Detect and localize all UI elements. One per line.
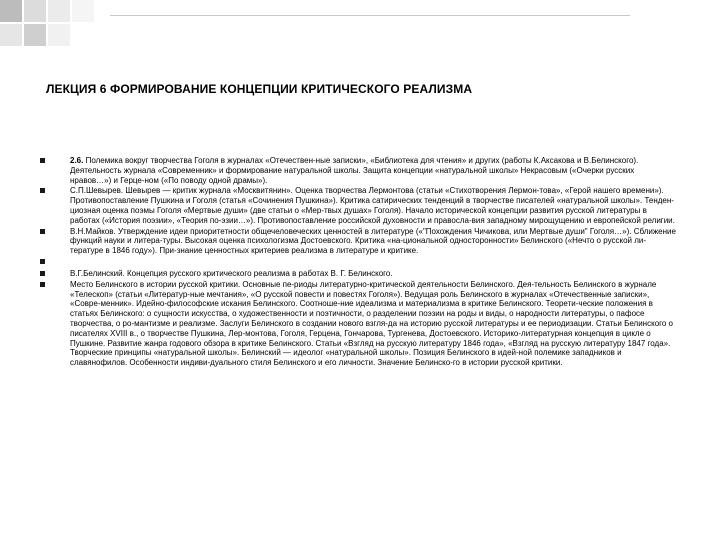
decor-square: [0, 24, 22, 46]
list-item: [40, 257, 676, 268]
decor-square: [24, 24, 46, 46]
item-number: 2.6.: [70, 156, 84, 165]
item-text: Полемика вокруг творчества Гоголя в журналах «Отечествен-ные записки», «Библиотека для чтения» и других (работы К.Аксакова и В.Белинского). Деятельность журнала «Современник» и формирование натуральной школы. Защита концепции «натуральной школы» Некрасовым («Очерки русских нравов…») и Герце-ном («По поводу одной драмы»).: [70, 156, 639, 185]
decor-square: [72, 0, 94, 22]
bullet-icon: [40, 229, 45, 234]
bullet-icon: [40, 259, 45, 264]
slide-corner-decoration: [0, 0, 110, 48]
header-rule: [110, 15, 630, 16]
slide-body: [40, 156, 676, 369]
list-item: [40, 227, 676, 256]
item-text: С.П.Шевырев. Шевырев — критик журнала «Москвитянин». Оценка творчества Лермонтова (статьи «Стихотворения Лермон-това», «Герой нашего времени»). Противопоставление Пушкина и Гоголя (статья «Сочинения Пушкина»). Критика сатирических тенденций в творчестве писателей «натуральной школы». Тенден-циозная оценка поэмы Гоголя «Мертвые души» (две статьи о «Мер-твых душах» Гоголя). Начало исторической концепции развития русской литературы в работах («История поэзии», «Теория по-эзии…»). Противопоставление российской духовности и правосла-вия западному мирощущению и европейской религии.: [70, 186, 675, 225]
list-item: [40, 186, 676, 225]
list-item: [40, 280, 676, 368]
decor-square: [0, 0, 22, 22]
slide-title: ЛЕКЦИЯ 6 ФОРМИРОВАНИЕ КОНЦЕПЦИИ КРИТИЧЕСКОГО РЕАЛИЗМА: [46, 82, 473, 96]
bullet-icon: [40, 271, 45, 276]
bullet-icon: [40, 158, 45, 163]
list-item: [40, 269, 676, 279]
item-text: В.Н.Майков. Утверждение идеи приоритетности общечеловеческих ценностей в литературе («"Похождения Чичикова, или Мертвые души" Гоголя…»). Сближение функций науки и литера-туры. Высокая оценка психологизма Достоевского. Критика «на-циональной односторонности» Белинского («Нечто о русской ли-тературе в 1846 году»). При-знание ценностных критериев реализма в литературе и критике.: [70, 226, 676, 256]
item-text: В.Г.Белинский. Концепция русского критического реализма в работах В. Г. Белинского.: [70, 268, 393, 278]
item-text: Место Белинского в истории русской критики. Основные пе-риоды литературно-критической деятельности Белинского. Дея-тельность Белинского в журнале «Телескоп» (статьи «Литератур-ные мечтания», «О русской повести и повестях Гоголя»). Ведущая роль Белинского в журналах «Отечественные записки», «Совре-менник». Идейно-философские искания Белинского. Соотноше-ние идеализма и материализма в критике Белинского. Теорети-ческие положения в статьях Белинского: о сущности искусства, о художественности и поэтичности, о разделении поэзии на роды и виды, о народности литературы, о пафосе творчества, о ро-мантизме и реализме. Заслуги Белинского в создании нового взгля-да на историю русской литературы и ее периодизации. Статьи Белинского о писателях XVIII в., о творчестве Пушкина, Лер-монтова, Гоголя, Герцена, Гончарова, Тургенева, Достоевского. Историко-литературная концепция в цикле о Пушкине. Развитие жанра годового обзора в критике Белинского. Статьи «Взгляд на русскую литературу 1846 года», «Взгляд на русскую литературу 1847 года». Творческие принципы «натуральной школы». Белинский — идеолог «натуральной школы». Позиция Белинского в идей-ной полемике западников и славянофилов. Особенности индиви-дуального стиля Белинского и его личности. Значение Белинско-го в истории русской критики.: [70, 279, 674, 368]
list-item: [40, 156, 676, 185]
decor-square: [24, 0, 46, 22]
bullet-icon: [40, 188, 45, 193]
bullet-icon: [40, 282, 45, 287]
decor-square: [48, 0, 70, 22]
decor-square: [48, 24, 70, 46]
